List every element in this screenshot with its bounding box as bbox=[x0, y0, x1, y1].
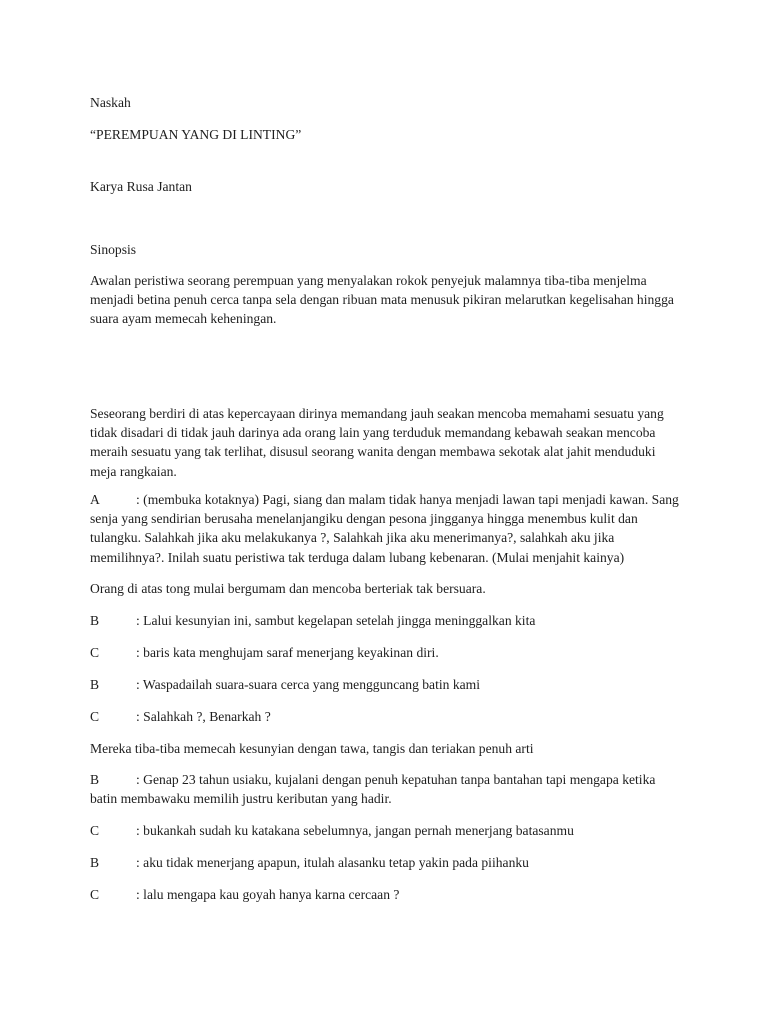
speaker-label: B bbox=[90, 677, 100, 692]
document-label: Naskah bbox=[90, 95, 131, 110]
scene-description: Seseorang berdiri di atas kepercayaan dirinya memandang jauh seakan mencoba memahami sesuatu yang tidak disadari di tidak jauh darinya ada orang lain yang terduduk memandang kebawah seakan mencoba meraih sesuatu yang tak terlihat, disusul seorang wanita dengan membawa sekotak alat jahit menduduki meja rangkaian. bbox=[90, 406, 664, 479]
document-title: “PEREMPUAN YANG DI LINTING” bbox=[90, 127, 302, 142]
dialogue-text: : bukankah sudah ku katakana sebelumnya, jangan pernah menerjang batasanmu bbox=[136, 823, 574, 838]
document-author: Karya Rusa Jantan bbox=[90, 179, 192, 194]
speaker-label: C bbox=[90, 709, 100, 724]
dialogue-text: : Salahkah ?, Benarkah ? bbox=[136, 709, 271, 724]
dialogue-line bbox=[90, 490, 680, 567]
dialogue-text: : (membuka kotaknya) Pagi, siang dan malam tidak hanya menjadi lawan tapi menjadi kawan. Sang senja yang sendirian berusaha menelanjangiku dengan pesona jingganya hingga menembus kulit dan tulangku. Salahkah jika aku melakukanya ?, Salahkah jika aku menerimanya?, salahkah aku jika memilihnya?. Inilah suatu peristiwa tak terduga dalam lubang kebenaran. (Mulai menjahit kainya) bbox=[90, 492, 679, 565]
speaker-label: B bbox=[90, 772, 100, 787]
dialogue-line bbox=[90, 643, 680, 662]
dialogue-text: : lalu mengapa kau goyah hanya karna cercaan ? bbox=[136, 887, 400, 902]
speaker-label: B bbox=[90, 613, 100, 628]
synopsis-heading: Sinopsis bbox=[90, 242, 137, 257]
dialogue-line bbox=[90, 885, 680, 904]
dialogue-text: : Genap 23 tahun usiaku, kujalani dengan penuh kepatuhan tanpa bantahan tapi mengapa ketika batin membawaku memilih justru keributan yang hadir. bbox=[90, 772, 656, 807]
dialogue-line bbox=[90, 853, 680, 872]
dialogue-text: : aku tidak menerjang apapun, itulah alasanku tetap yakin pada piihanku bbox=[136, 855, 529, 870]
dialogue-line bbox=[90, 707, 680, 726]
speaker-label: C bbox=[90, 887, 100, 902]
dialogue-text: : baris kata menghujam saraf menerjang keyakinan diri. bbox=[136, 645, 439, 660]
dialogue-text: : Lalui kesunyian ini, sambut kegelapan setelah jingga meninggalkan kita bbox=[136, 613, 536, 628]
synopsis-text: Awalan peristiwa seorang perempuan yang menyalakan rokok penyejuk malamnya tiba-tiba menjelma menjadi betina penuh cerca tanpa sela dengan ribuan mata menusuk pikiran melarutkan kegelisahan hingga suara ayam memecah keheningan. bbox=[90, 273, 674, 327]
speaker-label: B bbox=[90, 855, 100, 870]
dialogue-line bbox=[90, 611, 680, 630]
stage-direction bbox=[90, 579, 680, 598]
dialogue-line bbox=[90, 675, 680, 694]
dialogue-line bbox=[90, 821, 680, 840]
speaker-label: C bbox=[90, 645, 100, 660]
speaker-label: A bbox=[90, 492, 100, 507]
dialogue-text: Orang di atas tong mulai bergumam dan mencoba berteriak tak bersuara. bbox=[90, 581, 486, 596]
speaker-label: C bbox=[90, 823, 100, 838]
stage-direction bbox=[90, 739, 680, 758]
dialogue-text: : Waspadailah suara-suara cerca yang mengguncang batin kami bbox=[136, 677, 481, 692]
dialogue-text: Mereka tiba-tiba memecah kesunyian dengan tawa, tangis dan teriakan penuh arti bbox=[90, 741, 534, 756]
dialogue-line bbox=[90, 770, 680, 808]
